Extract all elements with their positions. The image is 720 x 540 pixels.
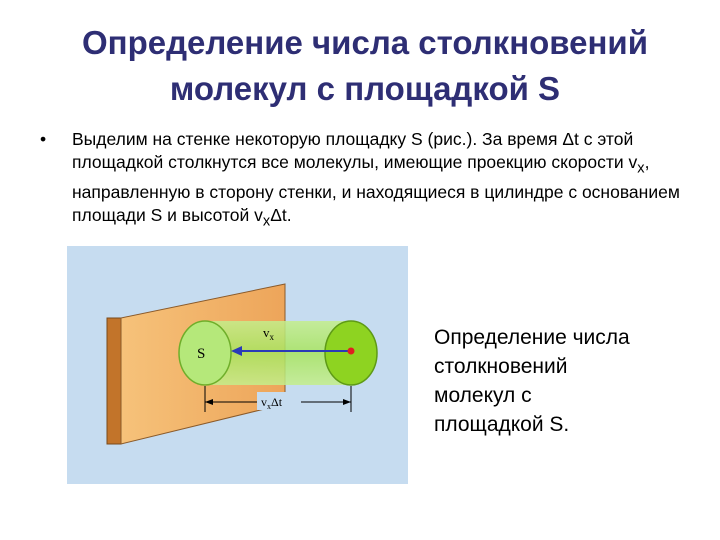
collision-figure: [67, 246, 408, 484]
bullet-text-part-3: Δt.: [270, 204, 292, 225]
velocity-label-sub: x: [269, 332, 274, 342]
bullet-paragraph: [40, 128, 680, 233]
caption-line-4: площадкой S.: [434, 413, 570, 436]
page-title: [40, 20, 690, 112]
title-line-1: Определение числа столкновений: [81, 24, 648, 61]
area-label: S: [197, 346, 206, 362]
bullet-subscript-1: x: [637, 160, 645, 177]
bullet-marker: •: [40, 129, 47, 149]
caption-line-1: Определение числа: [434, 326, 630, 349]
wall-side: [107, 318, 121, 444]
bullet-text-part-2: , направленную в сторону стенки, и находящиеся в цилиндре с основанием площади S и высотой v: [72, 152, 680, 225]
height-label: [261, 395, 283, 411]
figure-caption: [434, 323, 694, 439]
height-label-main: v: [261, 395, 267, 409]
bullet-text: [72, 128, 680, 233]
dimension-arrow-right: [343, 399, 351, 405]
caption-line-3: молекул с: [434, 384, 532, 407]
title-line-2: молекул с площадкой S: [169, 70, 561, 107]
figure-drawing: [67, 246, 408, 484]
bullet-text-part-1: Выделим на стенке некоторую площадку S (рис.). За время Δt с этой площадкой столкнутся все молекулы, имеющие проекцию скорости v: [72, 129, 638, 172]
height-label-suffix: Δt: [271, 395, 283, 409]
bullet-subscript-2: x: [262, 213, 271, 229]
height-label-sub: x: [267, 402, 271, 411]
molecule-point: [348, 348, 355, 355]
velocity-label-main: v: [263, 325, 270, 340]
caption-line-2: столкновений: [434, 355, 568, 378]
